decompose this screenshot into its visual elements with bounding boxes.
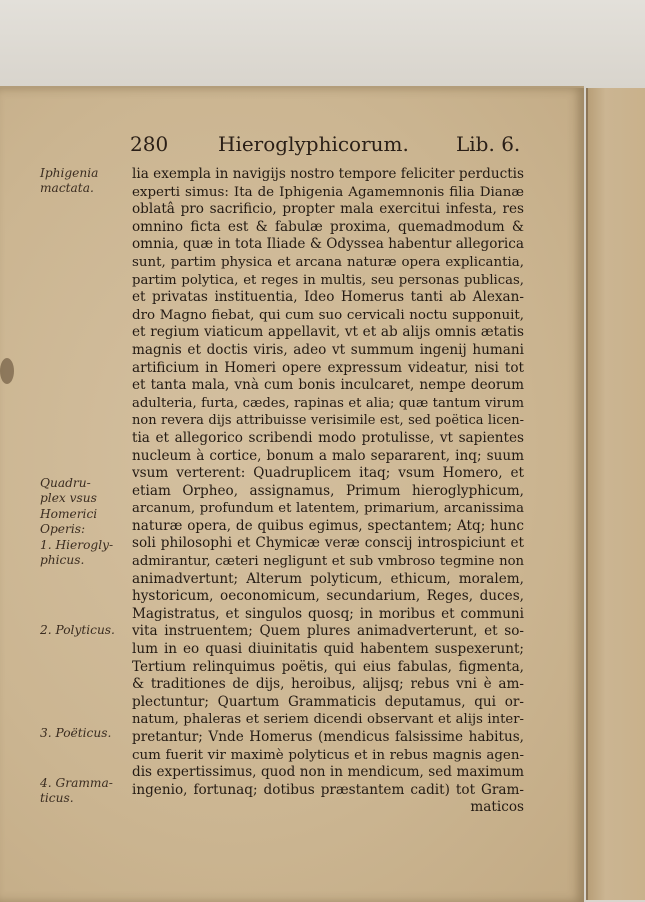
margin-note-line: phicus. (40, 553, 85, 568)
text-line: non revera dijs attribuisse verisimile est, sed poëtica licen- (132, 413, 524, 429)
text-line: omnia, quæ in tota Iliade & Odyssea habentur allegorica (132, 236, 524, 253)
text-line: hystoricum, oeconomicum, secundarium, Reges, duces, (132, 588, 524, 605)
text-line: lum in eo quasi diuinitatis quid habentem suspexerunt; (132, 641, 524, 658)
margin-note-iphigenia (40, 166, 128, 197)
text-line: Magistratus, et singulos quosq; in moribus et communi (132, 605, 524, 622)
text-line: soli philosophi et Chymicæ veræ conscij introspiciunt et (132, 535, 524, 552)
text-line: et tanta mala, vnà cum bonis inculcaret, nempe deorum (132, 377, 524, 394)
margin-note-line: Homerici (40, 506, 98, 521)
margin-note-line: 2. Polyticus. (40, 623, 115, 637)
margin-note-line: Quadru- (40, 476, 91, 490)
page-number: 280 (130, 132, 169, 156)
text-line: plectuntur; Quartum Grammaticis deputamus, qui or- (132, 693, 524, 710)
body-text (132, 166, 524, 817)
text-line: admirantur, cæteri negligunt et sub vmbroso tegmine non (132, 554, 524, 570)
text-line: cum fuerit vir maximè polyticus et in rebus magnis agen- (132, 747, 524, 763)
background-surface (0, 0, 645, 90)
text-line: pretantur; Vnde Homerus (mendicus falsissime habitus, (132, 729, 524, 745)
margin-note-polyticus (40, 623, 128, 638)
text-line: naturæ opera, de quibus egimus, spectantem; Atq; hunc (132, 517, 524, 534)
text-line: Tertium relinquimus poëtis, qui eius fabulas, figmenta, (132, 658, 524, 675)
margin-note-line: 1. Hierogly- (40, 537, 114, 552)
text-line: vita instruentem; Quem plures animadverterunt, et so- (132, 623, 524, 640)
margin-note-line: plex vsus (40, 491, 97, 506)
text-line: ingenio, fortunaq; dotibus præstantem cadit) tot Gram- (132, 781, 524, 798)
text-line: lia exempla in navigijs nostro tempore feliciter perductis (132, 166, 524, 182)
text-line: partim polytica, et reges in multis, seu personas publicas, (132, 272, 524, 288)
running-head (0, 128, 584, 164)
margin-note-line: 3. Poëticus. (40, 726, 112, 740)
page-stain (0, 358, 14, 384)
margin-note-quadruplex (40, 476, 128, 568)
margin-note-line: Iphigenia (40, 166, 99, 180)
margin-note-poeticus (40, 726, 128, 741)
text-line: sunt, partim physica et arcana naturæ opera explicantia, (132, 254, 524, 270)
text-line: artificium in Homeri opere expressum videatur, nisi tot (132, 359, 524, 376)
catchword: maticos (470, 799, 524, 816)
text-line: arcanum, profundum et latentem, primarium, arcanissima (132, 501, 524, 517)
text-line: animadvertunt; Alterum polyticum, ethicum, moralem, (132, 570, 524, 587)
margin-note-line: ticus. (40, 791, 74, 806)
text-line: oblatâ pro sacrificio, propter mala exercitui infesta, res (132, 201, 524, 218)
text-line: tia et allegorico scribendi modo protulisse, vt sapientes (132, 429, 524, 446)
margin-note-line: Operis: (40, 522, 86, 537)
margin-note-line: 4. Gramma- (40, 776, 113, 790)
text-line: etiam Orpheo, assignamus, Primum hieroglyphicum, (132, 482, 524, 499)
text-line: magnis et doctis viris, adeo vt summum ingenij humani (132, 341, 524, 358)
book-page (0, 86, 584, 902)
running-title: Hieroglyphicorum. (218, 132, 409, 156)
book-number: Lib. 6. (456, 132, 521, 156)
text-line: natum, phaleras et seriem dicendi observant et alijs inter- (132, 712, 524, 728)
text-line: omnino ficta est & fabulæ proxima, quemadmodum & (132, 218, 524, 235)
facing-page-edge (586, 88, 645, 900)
text-line: dro Magno fiebat, qui cum suo cervicali noctu supponuit, (132, 307, 524, 323)
margin-note-grammaticus (40, 776, 128, 807)
text-line: et regium viaticum appellavit, vt et ab alijs omnis ætatis (132, 324, 524, 341)
text-line: vsum verterent: Quadruplicem itaq; vsum Homero, et (132, 465, 524, 482)
margin-note-line: mactata. (40, 181, 94, 196)
text-line: experti simus: Ita de Iphigenia Agamemnonis filia Dianæ (132, 184, 524, 200)
text-line: & traditiones de dijs, heroibus, alijsq; rebus vni è am- (132, 676, 524, 693)
text-line: adulteria, furta, cædes, rapinas et alia; quæ tantum virum (132, 395, 524, 411)
text-line: nucleum à cortice, bonum a malo separarent, inq; suum (132, 447, 524, 464)
text-line: dis expertissimus, quod non in mendicum, sed maximum (132, 764, 524, 781)
text-line: et privatas instituentia, Ideo Homerus tanti ab Alexan- (132, 289, 524, 306)
